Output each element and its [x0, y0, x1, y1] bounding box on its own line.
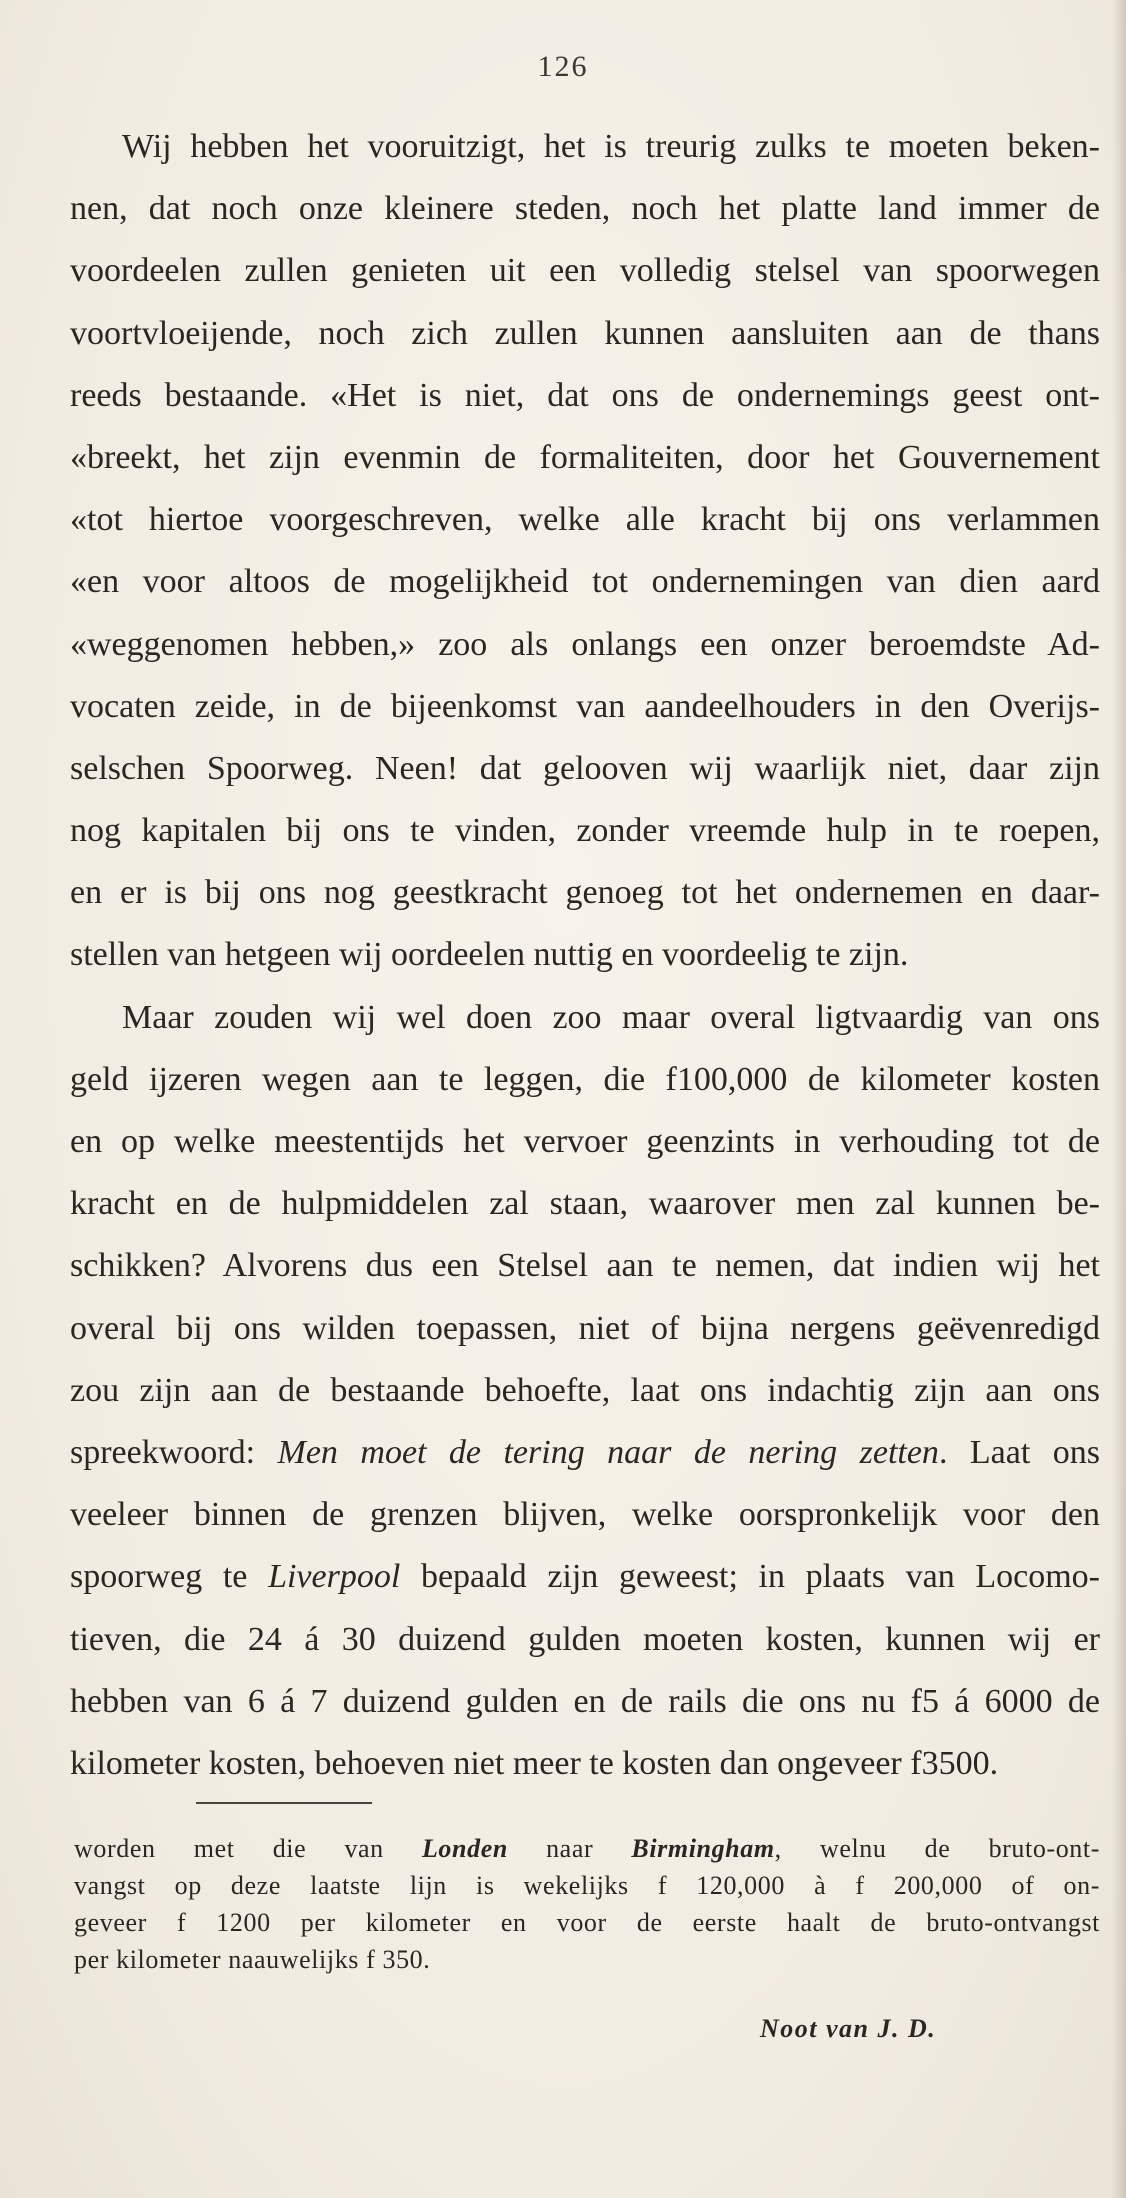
text-segment: naar [507, 1834, 632, 1863]
footnote-line: geveer f 1200 per kilometer en voor de eerste haalt de bruto-ontvangst [74, 1908, 1100, 1937]
body-text [70, 116, 1100, 1795]
text-line: nen, dat noch onze kleinere steden, noch het platte land immer de [70, 190, 1100, 228]
text-line: nog kapitalen bij ons te vinden, zonder vreemde hulp in te roepen, [70, 812, 1100, 850]
text-line: hebben van 6 á 7 duizend gulden en de rails die ons nu f5 á 6000 de [70, 1682, 1100, 1720]
text-line: kilometer kosten, behoeven niet meer te kosten dan ongeveer f3500. [70, 1744, 999, 1782]
text-line-with-italic [70, 1546, 1100, 1608]
text-line: tieven, die 24 á 30 duizend gulden moeten kosten, kunnen wij er [70, 1620, 1100, 1658]
footnote-separator-rule [196, 1802, 372, 1804]
text-line: vocaten zeide, in de bijeenkomst van aandeelhouders in den Overijs- [70, 687, 1100, 725]
text-line: «tot hiertoe voorgeschreven, welke alle kracht bij ons verlammen [70, 501, 1100, 539]
text-segment: . Laat ons [938, 1433, 1100, 1471]
text-line: reeds bestaande. «Het is niet, dat ons de ondernemings geest ont- [70, 376, 1100, 414]
text-line: «breekt, het zijn evenmin de formaliteiten, door het Gouvernement [70, 438, 1100, 476]
footnote-line-with-italic [74, 1830, 1100, 1867]
text-line: kracht en de hulpmiddelen zal staan, waarover men zal kunnen be- [70, 1185, 1100, 1223]
text-segment: spoorweg te [70, 1558, 269, 1596]
italic-place-name: Londen [421, 1834, 508, 1863]
text-line: geld ijzeren wegen aan te leggen, die f100,000 de kilometer kosten [70, 1060, 1100, 1098]
text-line: voordeelen zullen genieten uit een volledig stelsel van spoorwegen [70, 252, 1100, 290]
text-segment: bepaald zijn geweest; in plaats van Locomo- [400, 1558, 1100, 1596]
text-segment: , welnu de bruto-ont- [774, 1834, 1100, 1863]
text-line: veeleer binnen de grenzen blijven, welke oorspronkelijk voor den [70, 1496, 1100, 1534]
text-line: voortvloeijende, noch zich zullen kunnen aansluiten aan de thans [70, 314, 1100, 352]
text-line: «en voor altoos de mogelijkheid tot ondernemingen van dien aard [70, 563, 1100, 601]
text-segment: worden met die van [74, 1834, 422, 1863]
page-edge-shadow [1112, 0, 1126, 2198]
text-line: en op welke meestentijds het vervoer geenzints in verhouding tot de [70, 1123, 1100, 1160]
italic-place-name: Birmingham [631, 1834, 775, 1863]
text-line-with-italic [70, 1422, 1100, 1484]
page-number: 126 [537, 50, 589, 83]
text-line: Wij hebben het vooruitzigt, het is treurig zulks te moeten beken- [122, 128, 1100, 165]
text-line: stellen van hetgeen wij oordeelen nuttig en voordeelig te zijn. [70, 936, 909, 974]
text-line: zou zijn aan de bestaande behoefte, laat ons indachtig zijn aan ons [70, 1371, 1100, 1409]
italic-place-name: Liverpool [268, 1558, 401, 1596]
footnote-line: per kilometer naauwelijks f 350. [74, 1945, 431, 1974]
text-line: Maar zouden wij wel doen zoo maar overal ligtvaardig van ons [122, 998, 1100, 1036]
text-segment: spreekwoord: [70, 1433, 278, 1471]
text-line: en er is bij ons nog geestkracht genoeg tot het ondernemen en daar- [70, 874, 1100, 912]
text-line: overal bij ons wilden toepassen, niet of bijna nergens geëvenredigd [70, 1309, 1100, 1347]
text-line: schikken? Alvorens dus een Stelsel aan te nemen, dat indien wij het [70, 1247, 1100, 1285]
text-line: «weggenomen hebben,» zoo als onlangs een onzer beroemdste Ad- [70, 625, 1100, 663]
footnote [74, 1830, 1100, 1978]
footnote-attribution: Noot van J. D. [760, 2014, 937, 2043]
text-line: selschen Spoorweg. Neen! dat gelooven wij waarlijk niet, daar zijn [70, 749, 1100, 787]
footnote-line: vangst op deze laatste lijn is wekelijks f 120,000 à f 200,000 of on- [74, 1871, 1100, 1900]
italic-proverb: Men moet de tering naar de nering zetten [277, 1433, 939, 1471]
